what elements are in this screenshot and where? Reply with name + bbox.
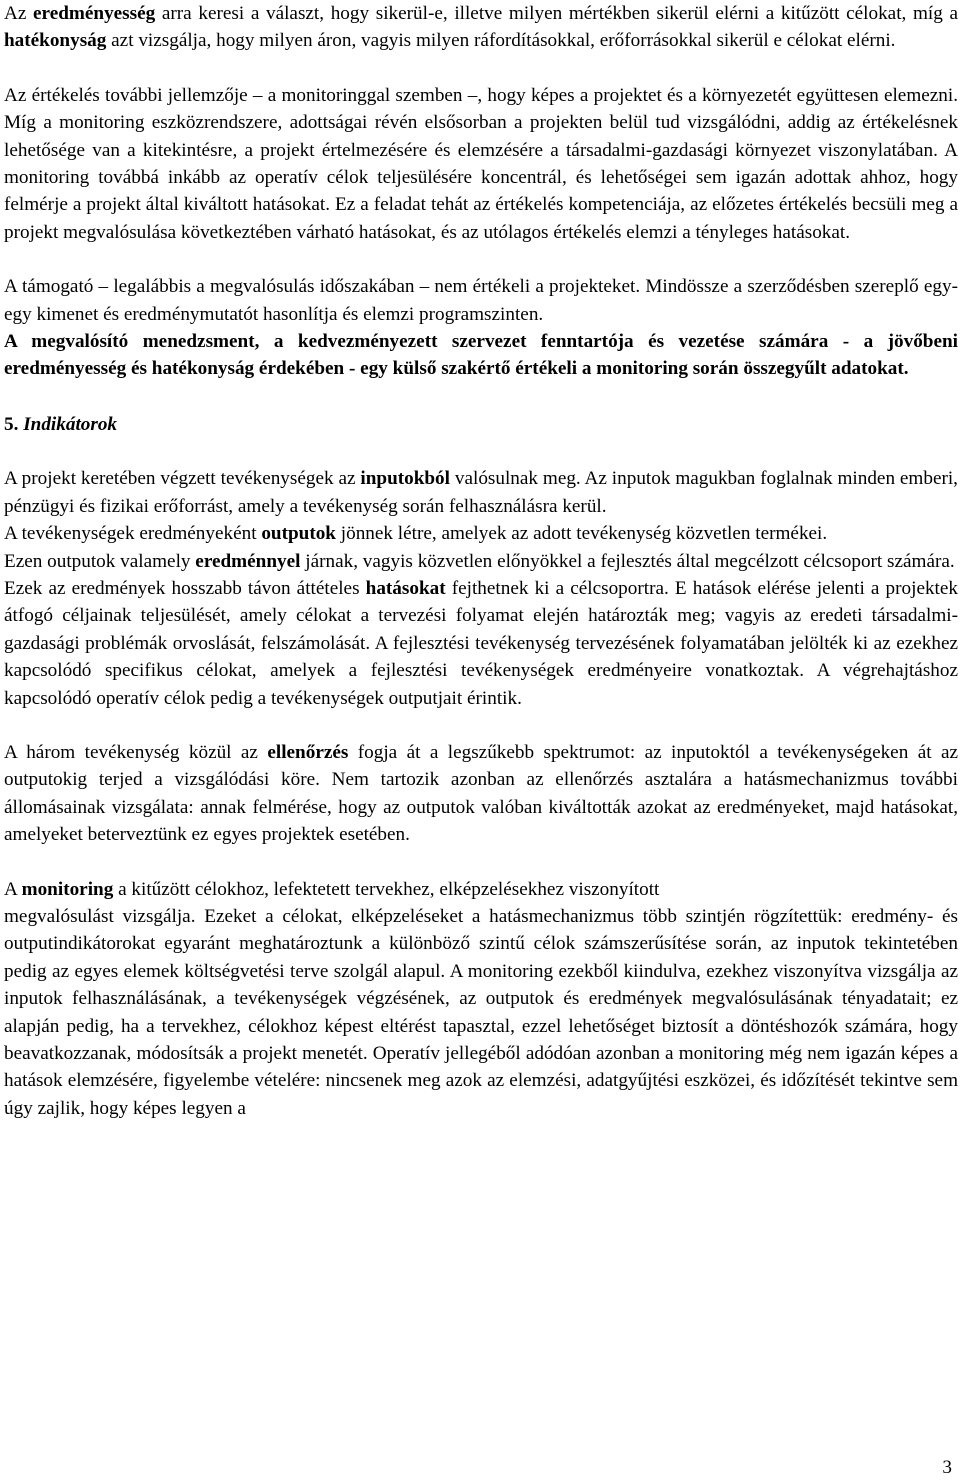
term-hatekonysag: hatékonyság bbox=[4, 30, 107, 52]
term-hatasokat: hatásokat bbox=[365, 577, 446, 599]
paragraph-supporter: A támogató – legalábbis a megvalósulás időszakában – nem értékeli a projekteket. Mindössze a szerződésben szereplő egy-egy kimenet és eredménymutatót hasonlítja és elemzi programszinten. bbox=[4, 276, 958, 325]
term-eredmenyesseg: eredményesség bbox=[33, 3, 156, 24]
paragraph-evaluation: Az értékelés további jellemzője – a monitoringgal szemben –, hogy képes a projektet és a környezetét együttesen elemezni. Míg a monitoring eszközrendszere, adottságai révén elsősorban a projekten belül tud vizsgálódni, addig az értékelésnek lehetősége van a kitekintésre, a projekt értelmezésére és elemzésére a társadalmi-gazdasági környezet viszonylatában. A monitoring továbbá inkább az operatív célok teljesülésére koncentrál, és lehetőségei sem igazán adottak ahhoz, hogy felmérje a projekt által kiváltott hatásokat. Ez a feladat tehát az értékelés kompetenciája, az előzetes értékelés becsüli meg a projekt megvalósulása következtében várható hatásokat, és az utólagos értékelés elemzi a tényleges hatásokat. bbox=[4, 84, 958, 243]
section-title: Indikátorok bbox=[23, 413, 118, 435]
paragraph-results: Ezen outputok valamely eredménnyel járnak, vagyis közvetlen előnyökkel a fejlesztés által megcélzott célcsoport számára. bbox=[4, 550, 955, 572]
section-heading bbox=[4, 411, 958, 438]
paragraph-monitoring: megvalósulást vizsgálja. Ezeket a célokat, elképzeléseket a hatásmechanizmus több szintjén rögzítettük: eredmény- és outputindikátorokat egyaránt meghatároztunk a különböző szintű célok számszerűsítése során, az inputok tekintetében pedig az egyes elemek költségvetési terve szolgál alapul. A monitoring ezekből kiindulva, ezekhez viszonyítva vizsgálja az inputok felhasználásának, a tevékenységek végzésének, az outputok és eredmények megvalósulásának tényadatait; ez alapján pedig, ha a tervekhez, célokhoz képest eltérést tapasztal, ezzel lehetőséget biztosít a döntéshozók számára, hogy beavatkozzanak, módosítsák a projekt menetét. Operatív jellegéből adódóan azonban a monitoring még nem igazán képes a hatások elemzésére, figyelembe vételére: nincsenek meg azok az elemzési, adatgyűjtési eszközei, és időzítését tekintve sem úgy zajlik, hogy képes legyen a bbox=[4, 905, 958, 1119]
term-monitoring: monitoring bbox=[21, 878, 114, 900]
paragraph-impacts: Ezek az eredmények hosszabb távon áttételes hatásokat fejthetnek ki a célcsoportra. E hatások elérése jelenti a projektek átfogó céljainak teljesülését, amely célokat a tervezési folyamat elején határozták meg; vagyis az eredeti társadalmi-gazdasági problémák orvoslását, felszámolását. A fejlesztési tevékenység tervezésének folyamatában jelölték ki az ezekhez kapcsolódó specifikus célokat, amelyek a fejlesztési tevékenységek eredményeire vonatkoztak. A végrehajtáshoz kapcsolódó operatív célok pedig a tevékenységek outputjait érintik. bbox=[4, 577, 958, 709]
paragraph-inputs: A projekt keretében végzett tevékenységek az inputokból valósulnak meg. Az inputok magukban foglalnak minden emberi, pénzügyi és fizikai erőforrást, amely a tevékenység során felhasználásra kerül. bbox=[4, 468, 958, 517]
paragraph-effectiveness: Az eredményesség arra keresi a választ, hogy sikerül-e, illetve milyen mértékben sikerül elérni a kitűzött célokat, míg a hatékonyság azt vizsgálja, hogy milyen áron, vagyis milyen ráfordításokkal, erőforrásokkal sikerül e célokat elérni. bbox=[4, 3, 959, 52]
term-ellenorzes: ellenőrzés bbox=[267, 741, 349, 763]
paragraph-monitoring-first-line: A monitoring a kitűzött célokhoz, lefektetett tervekhez, elképzelésekhez viszonyított bbox=[4, 878, 660, 900]
term-outputok: outputok bbox=[261, 523, 336, 545]
document-page bbox=[4, 0, 958, 1122]
section-number: 5. bbox=[4, 413, 24, 435]
term-inputokbol: inputokból bbox=[360, 468, 450, 490]
term-eredmennyel: eredménnyel bbox=[195, 550, 301, 572]
paragraph-control: A három tevékenység közül az ellenőrzés fogja át a legszűkebb spektrumot: az inputoktól a tevékenységeken át az outputokig terjed a vizsgálódási köre. Nem tartozik azonban az ellenőrzés asztalára a hatásmechanizmus további állomásainak vizsgálata: annak felmérése, hogy az outputok valóban kiváltották azokat az eredményeket, majd hatásokat, amelyeket beterveztünk ez egyes projektek esetében. bbox=[4, 741, 958, 846]
page-number: 3 bbox=[942, 1457, 952, 1478]
paragraph-outputs: A tevékenységek eredményeként outputok jönnek létre, amelyek az adott tevékenység közvetlen termékei. bbox=[4, 523, 828, 545]
paragraph-management-bold: A megvalósító menedzsment, a kedvezményezett szervezet fenntartója és vezetése számára - a jövőbeni eredményesség és hatékonyság érdekében - egy külső szakértő értékeli a monitoring során összegyűlt adatokat. bbox=[4, 331, 958, 380]
